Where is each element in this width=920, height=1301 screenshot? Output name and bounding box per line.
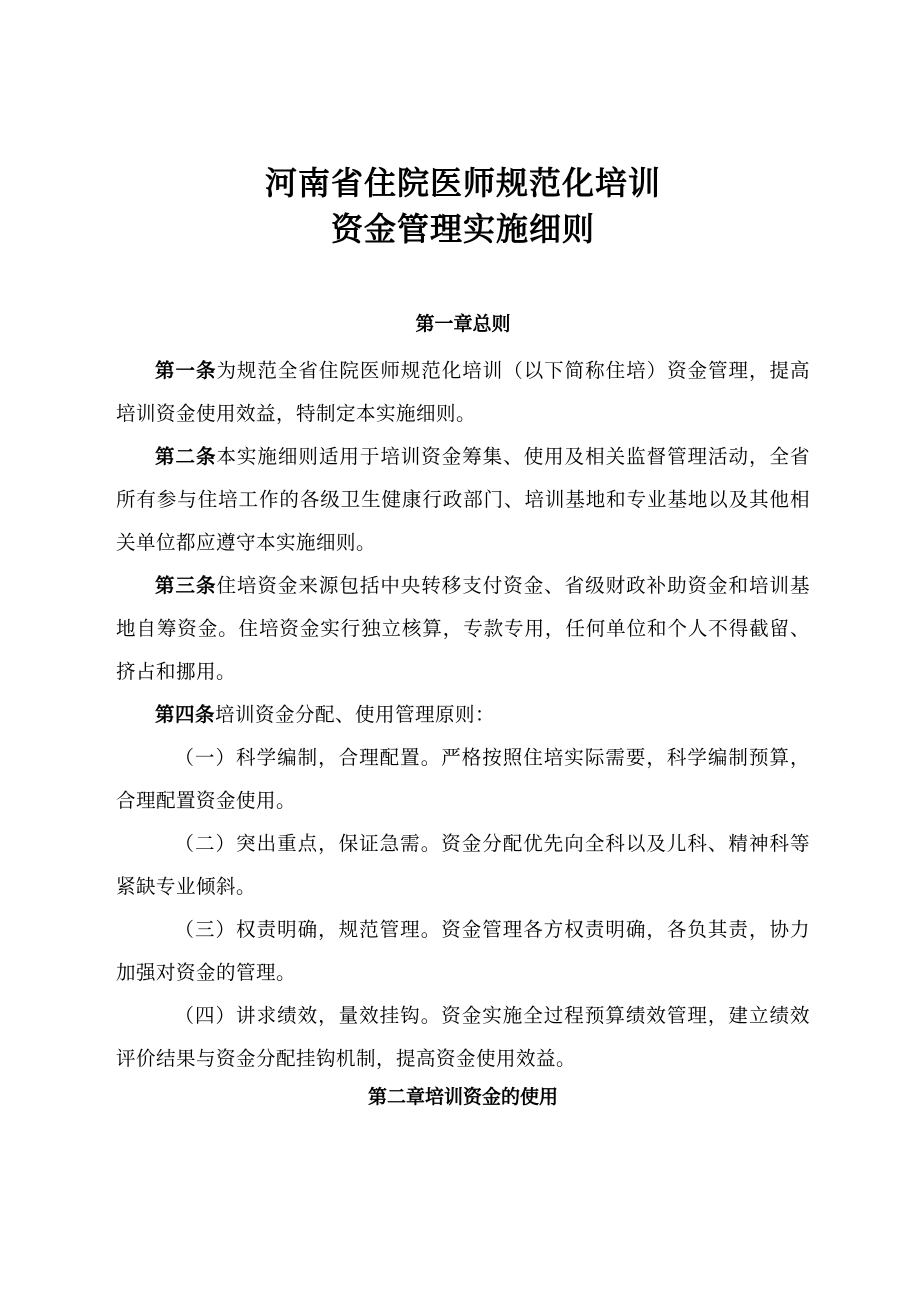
chapter-1-heading: 第一章总则: [415, 313, 511, 335]
article-3: [116, 564, 810, 693]
article-4: [116, 693, 810, 736]
article-3-lead: 第三条: [155, 574, 217, 597]
document-title: [116, 160, 810, 252]
principle-item-2: （二）突出重点，保证急需。资金分配优先向全科以及儿科、精神科等紧缺专业倾斜。: [116, 832, 810, 898]
article-3-text: 住培资金来源包括中央转移支付资金、省级财政补助资金和培训基地自筹资金。住培资金实行独立核算，专款专用，任何单位和个人不得截留、挤占和挪用。: [116, 574, 810, 683]
chapter-2-heading: 第二章培训资金的使用: [367, 1086, 558, 1108]
article-2: [116, 435, 810, 564]
principle-item-4: （四）讲求绩效，量效挂钩。资金实施全过程预算绩效管理，建立绩效评价结果与资金分配挂钩机制，提高资金使用效益。: [116, 1004, 810, 1070]
article-1: [116, 349, 810, 435]
article-1-lead: 第一条: [155, 359, 217, 382]
article-1-text: 为规范全省住院医师规范化培训（以下简称住培）资金管理，提高培训资金使用效益，特制定本实施细则。: [116, 359, 810, 425]
article-4-text: 培训资金分配、使用管理原则：: [215, 703, 496, 726]
principle-item-3: （三）权责明确，规范管理。资金管理各方权责明确，各负其责，协力加强对资金的管理。: [116, 918, 810, 984]
article-2-lead: 第二条: [155, 445, 217, 468]
title-line-1: 河南省住院医师规范化培训: [264, 164, 661, 202]
title-line-2: 资金管理实施细则: [330, 210, 595, 248]
principle-item-1: （一）科学编制，合理配置。严格按照住培实际需要，科学编制预算，合理配置资金使用。: [116, 746, 810, 812]
article-2-text: 本实施细则适用于培训资金筹集、使用及相关监督管理活动，全省所有参与住培工作的各级卫生健康行政部门、培训基地和专业基地以及其他相关单位都应遵守本实施细则。: [116, 445, 810, 554]
article-4-lead: 第四条: [155, 703, 216, 726]
